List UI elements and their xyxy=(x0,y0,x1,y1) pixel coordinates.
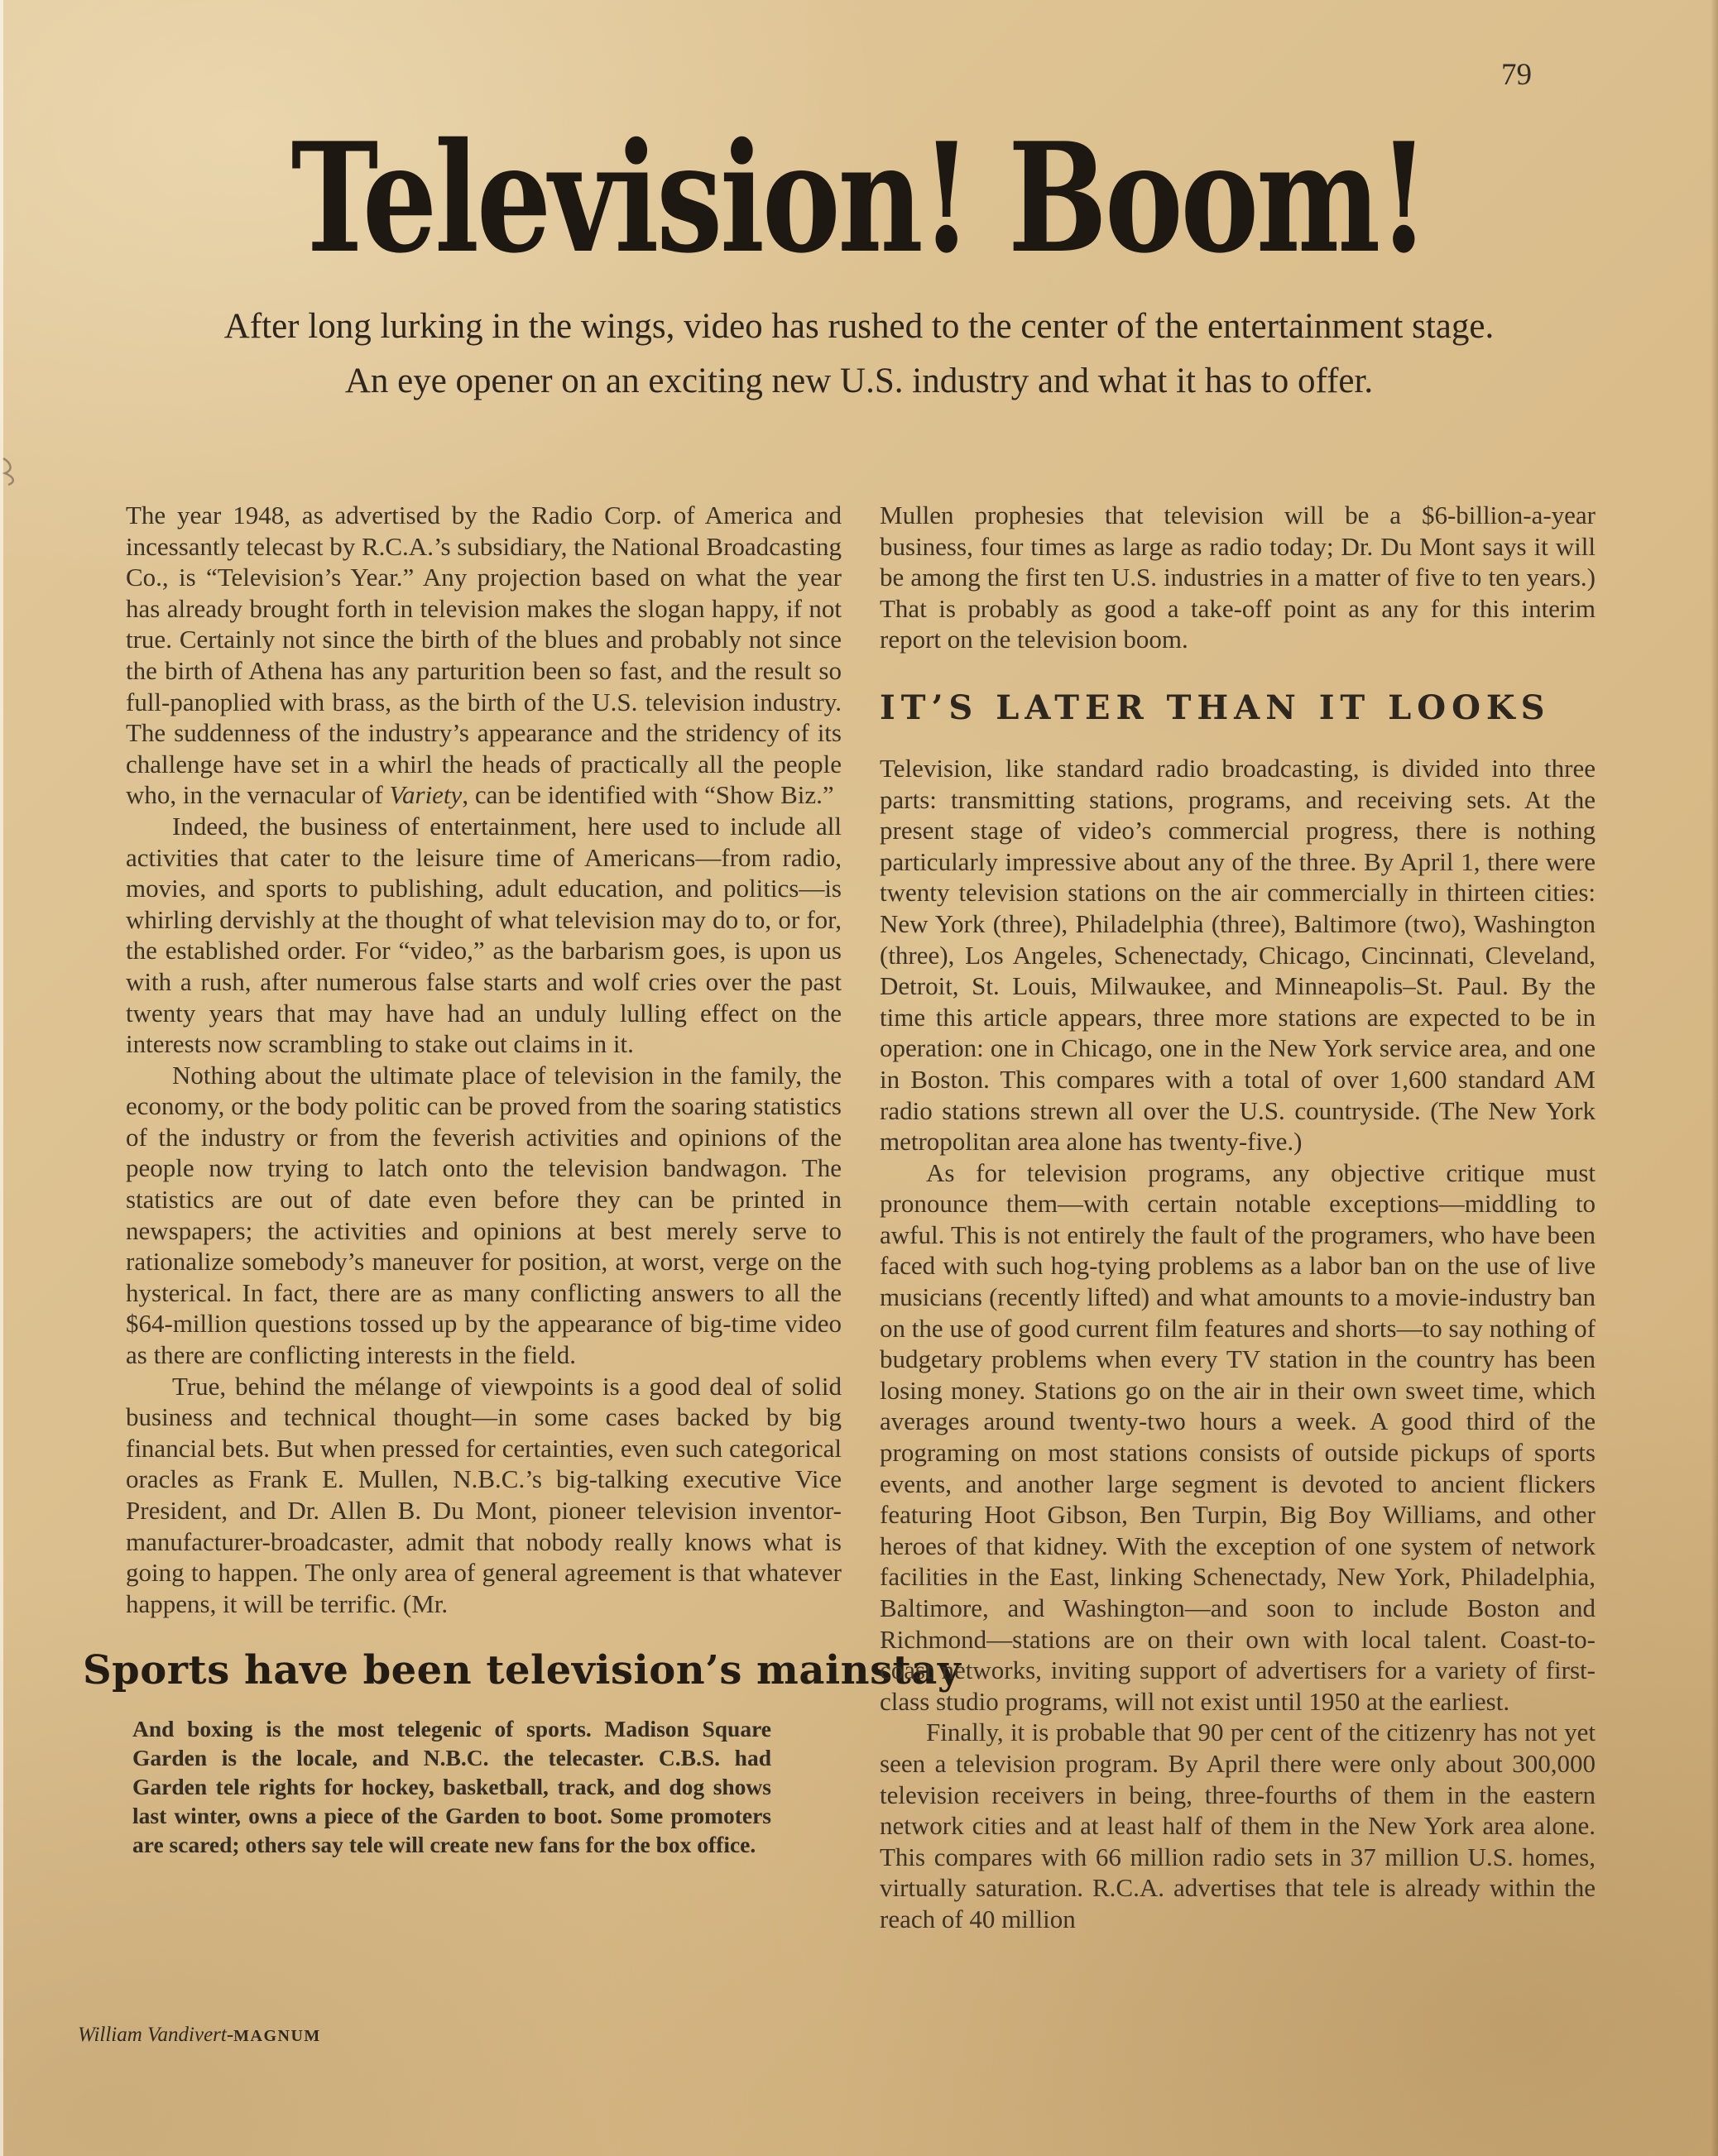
text-run: Mullen prophesies that television will be a $6-billion-a-year business, four times as large as radio today; Dr. Du Mont says it will be among the first ten U.S. industries in a matter of five to ten years.) That is probably as good a take-off point as any for this interim report on the television boom. xyxy=(880,501,1596,654)
margin-pencil-mark xyxy=(0,452,28,488)
photo-credit-name: William Vandivert- xyxy=(78,2024,234,2046)
paragraph xyxy=(126,1060,842,1371)
text-run: As for television programs, any objective critique must pronounce them—with certain notable exceptions—middling to awful. This is not entirely the fault of the programers, who have been faced with such hog-tying problems as a labor ban on the use of live musicians (recently lifted) and what amounts to a movie-industry ban on the use of good current film features and shorts—to say nothing of budgetary problems when every TV station in the country has been losing money. Stations go on the air in their own sweet time, which averages around twenty-two hours a week. A good third of the programing on most stations consists of outside pickups of sports events, and another large segment is devoted to ancient flickers featuring Hoot Gibson, Ben Turpin, Big Boy Williams, and other heroes of that kidney. With the exception of one system of network facilities in the East, linking Schenectady, New York, Philadelphia, Baltimore, and Washington—and soon to include Boston and Richmond—stations are on their own with local talent. Coast-to-coast networks, inviting support of advertisers for a variety of first-class studio programs, will not exist until 1950 at the earliest. xyxy=(880,1157,1596,1716)
sports-section-caption: And boxing is the most telegenic of sports. Madison Square Garden is the locale, and N.B.C. the telecaster. C.B.S. had Garden tele rights for hockey, basketball, track, and dog shows last winter, owns a piece of the Garden to boot. Some promoters are scared; others say tele will create new fans for the box office. xyxy=(132,1716,771,1858)
photo-credit xyxy=(78,2024,321,2047)
article-body xyxy=(83,500,1596,1935)
text-run: The year 1948, as advertised by the Radio Corp. of America and incessantly telecast by R.C.A.’s subsidiary, the National Broadcasting Co., is “Television’s Year.” Any projection based on what the year has already brought forth in television makes the slogan happy, if not true. Certainly not since the birth of the blues and probably not since the birth of Athena has any parturition been so fast, and the result so full-panoplied with brass, as the birth of the U.S. television industry. The suddenness of the industry’s appearance and the stridency of its challenge have set in a whirl the heads of practically all the people who, in the vernacular of xyxy=(126,501,842,810)
paragraph xyxy=(880,753,1596,1157)
article-title: Television! Boom! xyxy=(290,109,1428,286)
text-run: Nothing about the ultimate place of television in the family, the economy, or the body politic can be proved from the soaring statistics of the industry or from the feverish activities and opinions of the people now trying to latch onto the television bandwagon. The statistics are out of date even before they can be printed in newspapers; the activities and opinions at best merely serve to rationalize somebody’s maneuver for position, at worst, verge on the hysterical. In fact, there are as many conflicting answers to all the $64-million questions tossed up by the appearance of big-time video as there are conflicting interests in the field. xyxy=(126,1060,842,1370)
photo-credit-agency: MAGNUM xyxy=(233,2027,321,2045)
subtitle-line-2: An eye opener on an exciting new U.S. industry and what it has to offer. xyxy=(344,362,1374,400)
paragraph xyxy=(126,1371,842,1620)
paragraph xyxy=(126,811,842,1060)
right-column xyxy=(880,500,1596,1935)
italic-text: Variety xyxy=(389,780,463,810)
text-run: True, behind the mélange of viewpoints is a good deal of solid business and technical thought—in some cases backed by big financial bets. But when pressed for certainties, even such categorical oracles as Frank E. Mullen, N.B.C.’s big-talking executive Vice President, and Dr. Allen B. Du Mont, pioneer television inventor-manufacturer-broadcaster, admit that nobody really knows what is going to happen. The only area of general agreement is that whatever happens, it will be terrific. (Mr. xyxy=(126,1371,842,1618)
text-run: Indeed, the business of entertainment, here used to include all activities that cater to the leisure time of Americans—from radio, movies, and sports to publishing, adult education, and politics—is whirling dervishly at the thought of what television may do to, or for, the established order. For “video,” as the barbarism goes, is upon us with a rush, after numerous false starts and wolf cries over the past twenty years that may have had an unduly lulling effect on the interests now scrambling to stake out claims in it. xyxy=(126,811,842,1059)
text-run: Finally, it is probable that 90 per cent of the citizenry has not yet seen a television program. By April there were only about 300,000 television receivers in being, three-fourths of them in the eastern network cities and at least half of them in the New York area alone. This compares with 66 million radio sets in 37 million U.S. homes, virtually saturation. R.C.A. advertises that tele is already within the reach of 40 million xyxy=(880,1718,1596,1933)
paragraph xyxy=(880,1157,1596,1718)
left-column xyxy=(83,500,962,1935)
page-number: 79 xyxy=(1501,58,1532,92)
paragraph xyxy=(126,500,842,811)
text-run: , can be identified with “Show Biz.” xyxy=(462,780,834,810)
subtitle-line-1: After long lurking in the wings, video has rushed to the center of the entertainment stage. xyxy=(223,307,1495,346)
paragraph xyxy=(880,500,1596,655)
text-run: Television, like standard radio broadcasting, is divided into three parts: transmitting stations, programs, and receiving sets. At the present stage of video’s commercial progress, there is nothing particularly impressive about any of the three. By April 1, there were twenty television stations on the air commercially in thirteen cities: New York (three), Philadelphia (three), Baltimore (two), Washington (three), Los Angeles, Schenectady, Chicago, Cincinnati, Cleveland, Detroit, St. Louis, Milwaukee, and Minneapolis–St. Paul. By the time this article appears, three more stations are expected to be in operation: one in Chicago, one in the New York service area, and one in Boston. This compares with a total of over 1,600 standard AM radio stations strewn all over the U.S. countryside. (The New York metropolitan area alone has twenty-five.) xyxy=(880,753,1596,1157)
section-heading: IT’S LATER THAN IT LOOKS xyxy=(880,688,1551,727)
paragraph xyxy=(880,1717,1596,1934)
sports-section-heading: Sports have been television’s mainstay xyxy=(83,1647,962,1694)
article-subtitle xyxy=(0,299,1718,409)
